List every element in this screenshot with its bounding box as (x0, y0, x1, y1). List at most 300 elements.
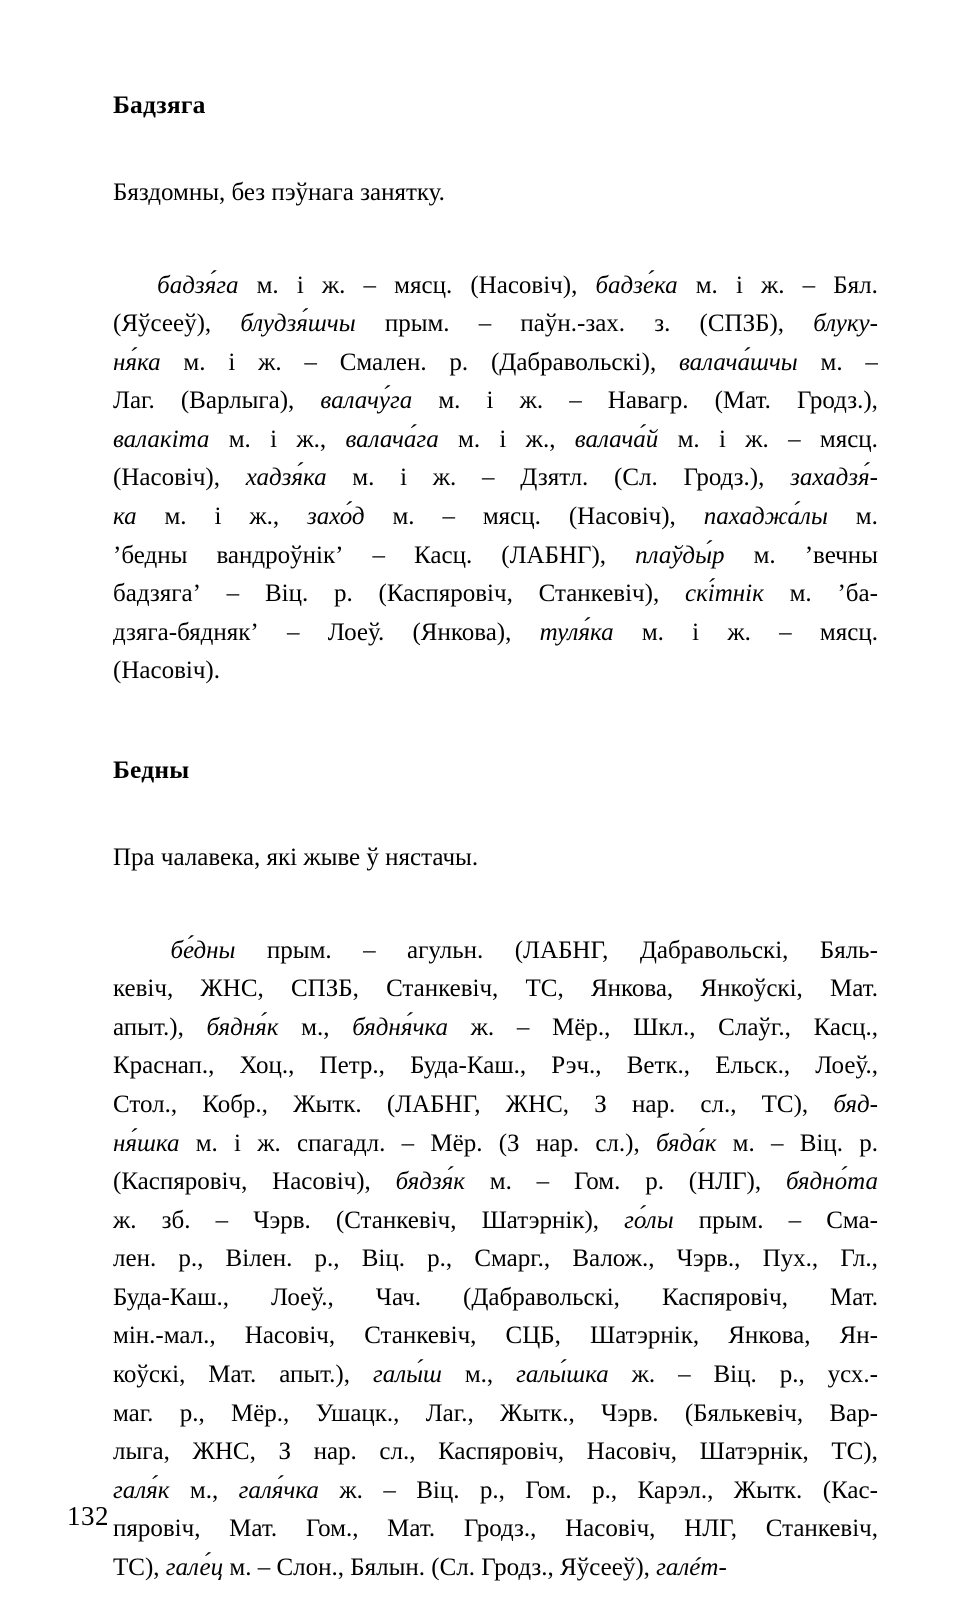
citation-word (345, 421, 438, 460)
citation-word (470, 267, 577, 306)
citation-word (387, 1086, 481, 1125)
citation-word (229, 421, 251, 460)
citation-word (113, 382, 155, 421)
citation-word (490, 1163, 512, 1202)
citation-word (287, 614, 300, 653)
citation-word (499, 1125, 520, 1164)
citation-word (426, 1395, 474, 1434)
citation-word (196, 1125, 218, 1164)
citation-word (714, 1356, 757, 1395)
citation-text: (ЛАБНГ), (501, 541, 607, 569)
citation-text: – (770, 1129, 784, 1157)
dialect-word: блудзя́шчы (240, 310, 356, 338)
citation-word (449, 344, 468, 383)
spacer (113, 118, 878, 180)
citation-text: м. (195, 1129, 218, 1157)
citation-text: м., (301, 1013, 330, 1041)
citation-word (633, 1009, 695, 1048)
dialect-word: гале́ц (165, 1554, 224, 1582)
citation-text: (НЛГ), (688, 1168, 762, 1196)
citation-text: Чач. (375, 1283, 421, 1311)
citation-word (736, 267, 743, 306)
citation-text: (З (498, 1129, 520, 1157)
citation-word (113, 1510, 200, 1549)
citation-word (113, 1279, 229, 1318)
citation-word (677, 1240, 741, 1279)
citation-text: Мёр. (430, 1129, 483, 1157)
citation-text: м. (855, 503, 878, 531)
citation-word (430, 1125, 482, 1164)
citation-word (246, 459, 327, 498)
citation-text: Вар- (829, 1399, 878, 1427)
citation-text: З (278, 1438, 291, 1466)
citation-text: (Варлыга), (180, 387, 295, 415)
citation-word (704, 498, 828, 537)
citation-word (837, 575, 877, 614)
citation-text: м. (352, 464, 375, 492)
citation-word (433, 459, 457, 498)
citation-word (482, 1202, 600, 1241)
citation-text: нар. (631, 1090, 676, 1118)
dialect-word: валача́й (574, 425, 659, 453)
entry-citations (113, 932, 878, 1588)
citation-text: Дабравольскі, (639, 936, 789, 964)
dialect-word: плаўды́р (635, 541, 725, 569)
citation-word (820, 932, 878, 971)
citation-line (113, 970, 878, 1009)
citation-word (216, 1202, 229, 1241)
citation-text: З (594, 1090, 607, 1118)
citation-text: – (287, 618, 300, 646)
citation-text: ’бедны (113, 541, 188, 569)
citation-word (178, 1240, 203, 1279)
citation-text: Каспяровіч, (661, 1283, 788, 1311)
dictionary-entry (113, 92, 878, 691)
citation-text: Стол., (113, 1090, 178, 1118)
dialect-word: бядзя́к (395, 1168, 465, 1196)
citation-text: м., (464, 1361, 494, 1389)
citation-text: Станкевіч, (364, 1322, 477, 1350)
citation-text: бадзяга’ (113, 580, 201, 608)
citation-word (536, 1125, 579, 1164)
citation-word (234, 1125, 241, 1164)
citation-word (394, 267, 452, 306)
citation-line (113, 1510, 878, 1549)
citation-text: Вілен. (225, 1245, 293, 1273)
citation-text: ТС), (831, 1438, 878, 1466)
citation-text: (Насовіч), (113, 464, 220, 492)
citation-word (297, 1125, 385, 1164)
citation-word (642, 614, 664, 653)
citation-word (379, 1433, 415, 1472)
dialect-word: скі́тнік (684, 580, 764, 608)
citation-text: Станкевіч, (765, 1515, 878, 1543)
citation-text: (Сл. (614, 464, 658, 492)
citation-word (296, 421, 326, 460)
citation-text: ж. (258, 348, 282, 376)
citation-word (202, 1086, 268, 1125)
citation-text: Віц. (416, 1476, 460, 1504)
citation-text: ’вечны (804, 541, 878, 569)
citation-text: Насовіч, (586, 1438, 677, 1466)
citation-word (803, 267, 816, 306)
citation-word (487, 382, 494, 421)
dialect-word: галы́ш (372, 1361, 442, 1389)
dialect-word: галы́шка (516, 1361, 609, 1389)
citation-word (320, 382, 412, 421)
citation-word (833, 267, 878, 306)
citation-word (480, 1472, 505, 1511)
dialect-word: захадзя́- (790, 464, 878, 492)
citation-word (373, 1356, 442, 1395)
entry-headword: Бедны (113, 755, 190, 785)
citation-word (320, 1047, 385, 1086)
citation-text: – (478, 310, 492, 338)
dialect-word: галя́чка (238, 1476, 319, 1504)
citation-word (574, 1163, 620, 1202)
citation-text: Кобр., (202, 1090, 268, 1118)
citation-word (392, 498, 414, 537)
citation-word (700, 970, 802, 1009)
citation-text: – (372, 541, 385, 569)
citation-word (272, 1163, 371, 1202)
citation-word (304, 344, 317, 383)
citation-text: м. (438, 387, 461, 415)
citation-word (685, 1395, 803, 1434)
citation-word (786, 1163, 878, 1202)
citation-word (587, 1433, 677, 1472)
citation-text: мясц. (394, 271, 453, 299)
citation-text: (Каспяровіч, (113, 1168, 248, 1196)
citation-text: – (442, 503, 455, 531)
citation-text: Насовіч), (272, 1168, 371, 1196)
citation-text: Карэл., (637, 1476, 714, 1504)
citation-word (821, 344, 843, 383)
citation-word (840, 1317, 878, 1356)
citation-word (831, 1433, 878, 1472)
citation-word (826, 1202, 878, 1241)
citation-word (464, 1510, 537, 1549)
citation-text: ж. (761, 271, 785, 299)
citation-word (823, 1472, 878, 1511)
dialect-word: бадзя́га (157, 271, 239, 299)
citation-text: і (692, 618, 700, 646)
citation-text: р., (314, 1245, 340, 1273)
citation-text: кевіч, (113, 975, 174, 1003)
citation-word (645, 1163, 664, 1202)
citation-text: Мат. (387, 1515, 436, 1543)
dialect-word: ка (113, 503, 137, 531)
citation-text: (Янкова), (412, 618, 512, 646)
citation-word (552, 1009, 610, 1048)
citation-word (506, 1086, 569, 1125)
citation-text: мясц. (819, 618, 878, 646)
citation-word (113, 1240, 156, 1279)
citation-word (662, 1279, 788, 1318)
citation-text: Шкл., (633, 1013, 696, 1041)
citation-text: Віц. (799, 1129, 843, 1157)
citation-word (828, 1356, 878, 1395)
citation-word (779, 614, 792, 653)
citation-text: мясц. (819, 425, 878, 453)
citation-text: мясц. (482, 503, 541, 531)
entry-separator (113, 691, 878, 757)
citation-word (516, 1356, 609, 1395)
citation-word (754, 537, 776, 576)
citation-text: (ЛАБНГ, (386, 1090, 481, 1118)
citation-word (745, 421, 769, 460)
citation-text: ж. (432, 464, 457, 492)
citation-text: Лоеў., (815, 1052, 878, 1080)
citation-text: Насовіч, (244, 1322, 336, 1350)
entry-citations (113, 267, 878, 692)
citation-word (551, 1047, 601, 1086)
citation-word (797, 382, 878, 421)
dialect-word: валачу́га (320, 387, 413, 415)
citation-word (491, 344, 656, 383)
citation-line (113, 1433, 878, 1472)
citation-text: – (516, 1013, 530, 1041)
citation-word (113, 970, 173, 1009)
citation-word (471, 1009, 495, 1048)
citation-word (479, 305, 492, 344)
entry-headword: Бадзяга (113, 90, 206, 119)
citation-word (592, 1472, 617, 1511)
citation-word (635, 537, 724, 576)
citation-text: ж., (296, 425, 327, 453)
citation-text: р. (859, 1129, 878, 1157)
citation-word (438, 1433, 564, 1472)
citation-word (590, 1317, 699, 1356)
dialect-word: хадзя́ка (245, 464, 327, 492)
page-content (113, 92, 878, 1588)
citation-text: Чэрв., (676, 1245, 741, 1273)
citation-line (113, 1395, 878, 1434)
citation-text: Віц. (713, 1361, 757, 1389)
citation-text: Чэрв. (253, 1206, 311, 1234)
citation-word (297, 267, 304, 306)
citation-text: (Мат. (714, 387, 771, 415)
citation-text: нар. (535, 1129, 580, 1157)
citation-word (181, 382, 294, 421)
citation-text: Мат. (829, 1283, 878, 1311)
citation-text: ж. (257, 1129, 281, 1157)
citation-text: (Станкевіч, (335, 1206, 457, 1234)
citation-text: – (363, 271, 377, 299)
citation-text: Шатэрнік, (589, 1322, 700, 1350)
citation-word (761, 267, 785, 306)
citation-word (113, 1317, 216, 1356)
citation-text: Буда-Каш., (113, 1283, 229, 1311)
citation-word (271, 1279, 334, 1318)
citation-text: Насовіч, (565, 1515, 656, 1543)
citation-line (113, 1317, 878, 1356)
citation-word (833, 1086, 878, 1125)
citation-text: (Каспяровіч, (378, 580, 513, 608)
citation-word (829, 1395, 878, 1434)
citation-text: і (499, 425, 507, 453)
citation-word (540, 614, 614, 653)
dialect-word: бадзе́ка (595, 271, 678, 299)
citation-text: лен. (113, 1245, 157, 1273)
citation-text: Лоеў., (271, 1283, 334, 1311)
dialect-word: захо́д (307, 503, 365, 531)
citation-text: ж. (745, 425, 769, 453)
citation-word (575, 421, 658, 460)
citation-word (506, 1317, 561, 1356)
citation-word (113, 305, 211, 344)
citation-word (614, 459, 658, 498)
citation-text: Станкевіч), (538, 580, 660, 608)
citation-text: м., (189, 1476, 219, 1504)
citation-text: Буда-Каш., (410, 1052, 527, 1080)
citation-text: – (802, 271, 816, 299)
citation-word (376, 1279, 421, 1318)
citation-text: лыга, (113, 1438, 170, 1466)
citation-word (515, 932, 609, 971)
spacer (113, 870, 878, 932)
citation-word (257, 1125, 281, 1164)
citation-text: – (304, 348, 317, 376)
citation-word (537, 1163, 550, 1202)
citation-text: (Насовіч), (470, 271, 578, 299)
citation-text: і (214, 503, 222, 531)
citation-text: р., (178, 1245, 204, 1273)
citation-word (780, 1356, 805, 1395)
citation-word (820, 421, 878, 460)
citation-word (520, 459, 588, 498)
citation-text: м. (392, 503, 415, 531)
citation-text: Бял. (833, 271, 878, 299)
dialect-word: ня́шка (113, 1129, 180, 1157)
citation-word (699, 1202, 764, 1241)
dialect-word: пахаджа́лы (703, 503, 828, 531)
citation-text: вандроўнік’ (216, 541, 344, 569)
citation-text: маг. (113, 1399, 154, 1427)
citation-text: Ельск., (715, 1052, 791, 1080)
citation-text: р. (645, 1168, 664, 1196)
citation-line (113, 382, 878, 421)
citation-word (499, 421, 506, 460)
citation-text: – (215, 1206, 229, 1234)
citation-word (231, 1395, 289, 1434)
citation-word (314, 1433, 357, 1472)
citation-word (595, 1125, 639, 1164)
citation-text: м. (677, 425, 700, 453)
citation-text: м. – Слон., Бялын. (Сл. Гродз., Яўсееў), (223, 1554, 657, 1582)
citation-text: нар. (313, 1438, 357, 1466)
citation-word (474, 1240, 550, 1279)
citation-word (595, 267, 677, 306)
citation-word (183, 344, 205, 383)
citation-word (569, 498, 676, 537)
citation-word (200, 970, 263, 1009)
citation-text: м. (753, 541, 776, 569)
citation-word (640, 932, 789, 971)
citation-text: (ЛАБНГ, (514, 936, 609, 964)
dialect-word: бядня́к (206, 1013, 279, 1041)
citation-text: р., (479, 1476, 505, 1504)
citation-word (520, 382, 544, 421)
citation-text: – (383, 1476, 396, 1504)
citation-line (113, 1009, 878, 1048)
citation-text: ЖНС, (200, 975, 264, 1003)
citation-text: ТС, (525, 975, 564, 1003)
citation-line (113, 267, 878, 306)
citation-word (678, 421, 700, 460)
citation-text: Ветк., (626, 1052, 691, 1080)
citation-line (113, 305, 878, 344)
citation-line (113, 1549, 878, 1588)
citation-word (214, 498, 221, 537)
citation-line (113, 932, 878, 971)
citation-text: (Насовіч), (568, 503, 676, 531)
citation-text: Жытк. (733, 1476, 803, 1504)
citation-word (572, 1240, 654, 1279)
citation-word (684, 1510, 737, 1549)
citation-word (113, 575, 201, 614)
citation-word (301, 1009, 329, 1048)
citation-word (257, 267, 279, 306)
citation-line (113, 1047, 878, 1086)
citation-word (632, 1356, 656, 1395)
citation-word (113, 1202, 137, 1241)
citation-word (385, 305, 450, 344)
citation-text: усх.- (827, 1361, 878, 1389)
citation-word (638, 1472, 714, 1511)
dialect-word: бядня́чка (352, 1013, 448, 1041)
citation-word (656, 1125, 716, 1164)
dialect-word: ня́ка (113, 348, 161, 376)
citation-line (113, 575, 878, 614)
citation-text: апыт.), (279, 1361, 351, 1389)
citation-text: ж. (321, 271, 346, 299)
citation-text: і (228, 348, 236, 376)
citation-word (293, 1086, 362, 1125)
citation-text: Віц. (361, 1245, 405, 1273)
citation-word (322, 267, 346, 306)
citation-word (306, 1510, 359, 1549)
citation-word (414, 537, 472, 576)
citation-word (520, 305, 625, 344)
citation-word (820, 614, 878, 653)
citation-word (316, 1395, 400, 1434)
citation-text: (Насовіч). (113, 657, 220, 685)
citation-word (113, 1395, 153, 1434)
citation-line (113, 1163, 878, 1202)
citation-text: (СПЗБ), (699, 310, 785, 338)
citation-word (416, 1472, 459, 1511)
citation-text: Жытк. (293, 1090, 362, 1118)
citation-text: прым. (384, 310, 450, 338)
citation-word (594, 1086, 607, 1125)
citation-text: м. (789, 580, 812, 608)
citation-word (463, 1279, 620, 1318)
citation-line (113, 1356, 878, 1395)
citation-text: Краснап., (113, 1052, 215, 1080)
citation-text: спагадл. (297, 1129, 386, 1157)
citation-word (267, 932, 332, 971)
citation-word (601, 1395, 659, 1434)
citation-text: і (486, 387, 494, 415)
citation-word (207, 1009, 279, 1048)
citation-word (245, 1317, 335, 1356)
citation-text: Гл., (840, 1245, 878, 1273)
dialect-word: галéт- (656, 1554, 727, 1582)
citation-text: Станкевіч, (386, 975, 499, 1003)
citation-text: і (718, 425, 726, 453)
citation-word (679, 344, 798, 383)
